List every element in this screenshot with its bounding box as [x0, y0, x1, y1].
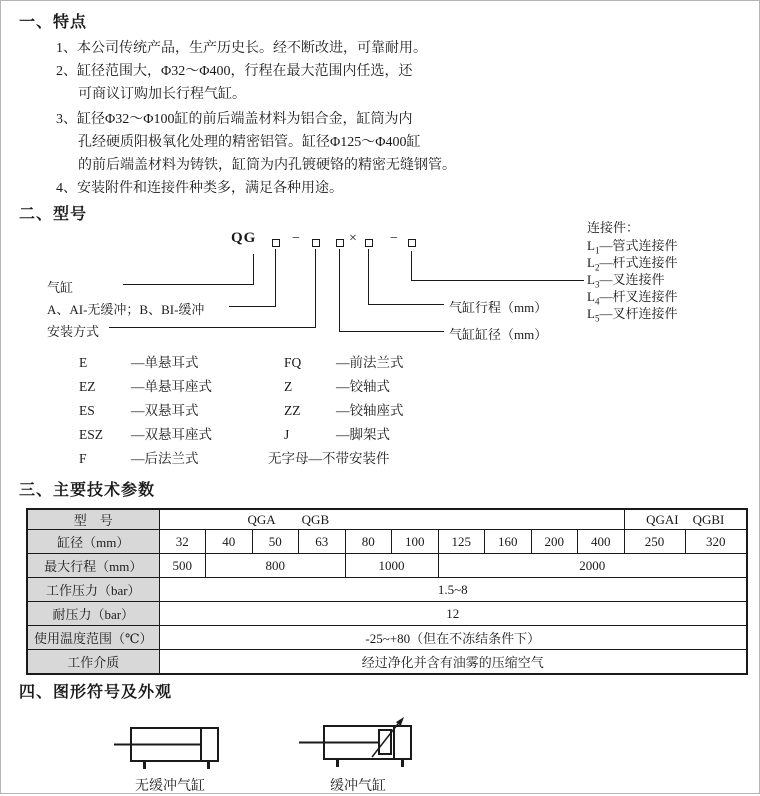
- connector-item: $L_3—$叉连接件: [587, 272, 665, 290]
- model-placeholder-box: [272, 239, 280, 247]
- model-placeholder-box: [336, 239, 344, 247]
- leader-line: [411, 251, 412, 281]
- table-row: [27, 602, 747, 626]
- model-placeholder-box: [312, 239, 320, 247]
- model-dash: −: [292, 231, 300, 246]
- model-placeholder-box: [408, 239, 416, 247]
- row-label: 工作介质: [27, 650, 159, 675]
- leader-line: [411, 280, 584, 281]
- label-cylinder: 气缸: [47, 280, 74, 295]
- mounting-option: ES —双悬耳式: [79, 403, 199, 418]
- table-row: [27, 509, 747, 530]
- connector-item: $L_2—$杆式连接件: [587, 255, 678, 273]
- medium-cell: 经过净化并含有油雾的压缩空气: [159, 650, 747, 675]
- table-row: [27, 650, 747, 675]
- symbol-caption: 无缓冲气缸: [135, 779, 205, 794]
- label-stroke: 气缸行程（mm）: [449, 300, 548, 315]
- feature-line: 孔经硬质阳极氧化处理的精密铝管。缸径Φ125～Φ400缸: [78, 135, 421, 150]
- connectors-title: 连接件：: [587, 220, 640, 235]
- row-label: 耐压力（bar）: [27, 602, 159, 626]
- feature-line: 4、安装附件和连接件种类多，满足各种用途。: [56, 181, 343, 196]
- pressure-cell: 1.5~8: [159, 578, 747, 602]
- row-label: 最大行程（mm）: [27, 554, 159, 578]
- stroke-cell: 800: [206, 554, 346, 578]
- leader-line: [229, 306, 276, 307]
- bore-cell: 40: [206, 530, 253, 554]
- mounting-option: ZZ —铰轴座式: [284, 403, 404, 418]
- temperature-cell: -25~+80（但在不冻结条件下）: [159, 626, 747, 650]
- stroke-cell: 1000: [345, 554, 438, 578]
- cylinder-symbol-cushion: [294, 703, 419, 775]
- stroke-cell: 2000: [438, 554, 747, 578]
- table-row: [27, 530, 747, 554]
- model-series-cell: QGA QGB: [159, 509, 624, 530]
- label-mounting: 安装方式: [47, 324, 100, 339]
- bore-cell: 63: [299, 530, 346, 554]
- bore-cell: 50: [252, 530, 299, 554]
- leader-line: [275, 249, 276, 307]
- leader-line: [339, 249, 340, 332]
- bore-cell: 400: [578, 530, 625, 554]
- bore-cell: 100: [392, 530, 439, 554]
- bore-cell: 32: [159, 530, 206, 554]
- connector-item: $L_1—$管式连接件: [587, 238, 678, 256]
- table-row: [27, 626, 747, 650]
- leader-line: [123, 284, 254, 285]
- table-row: [27, 578, 747, 602]
- section-3-heading: 三、主要技术参数: [19, 480, 156, 499]
- stroke-cell: 500: [159, 554, 206, 578]
- mounting-option: FQ —前法兰式: [284, 355, 404, 370]
- row-label: 缸径（mm）: [27, 530, 159, 554]
- cylinder-symbol-no-cushion: [111, 709, 231, 775]
- proof-pressure-cell: 12: [159, 602, 747, 626]
- model-prefix: QG: [231, 230, 257, 246]
- model-series-cell: QGAI QGBI: [624, 509, 747, 530]
- bore-cell: 80: [345, 530, 392, 554]
- model-dash: −: [390, 231, 398, 246]
- model-times-sign: ×: [349, 231, 357, 246]
- mounting-option: Z —铰轴式: [284, 379, 390, 394]
- section-2-heading: 二、型号: [19, 204, 88, 223]
- mounting-option: J —脚架式: [284, 427, 390, 442]
- bore-cell: 320: [685, 530, 747, 554]
- symbol-caption: 缓冲气缸: [330, 779, 386, 794]
- feature-line: 的前后端盖材料为铸铁，缸筒为内孔镀硬铬的精密无缝钢管。: [78, 158, 456, 173]
- row-label: 使用温度范围（℃）: [27, 626, 159, 650]
- mounting-option: F —后法兰式: [79, 451, 199, 466]
- section-4-heading: 四、图形符号及外观: [19, 682, 173, 701]
- leader-line: [315, 249, 316, 328]
- leader-line: [368, 304, 444, 305]
- mounting-option: 无字母—不带安装件: [268, 451, 390, 466]
- label-bore: 气缸缸径（mm）: [449, 327, 548, 342]
- parameters-table: [26, 508, 748, 675]
- mounting-option: ESZ —双悬耳座式: [79, 427, 212, 442]
- leader-line: [368, 249, 369, 305]
- leader-line: [109, 327, 316, 328]
- table-row: [27, 554, 747, 578]
- feature-line: 2、缸径范围大，Φ32～Φ400，行程在最大范围内任选，还: [56, 64, 413, 79]
- bore-cell: 125: [438, 530, 485, 554]
- feature-line: 1、本公司传统产品，生产历史长。经不断改进，可靠耐用。: [56, 41, 427, 56]
- row-label: 工作压力（bar）: [27, 578, 159, 602]
- bore-cell: 250: [624, 530, 685, 554]
- mounting-option: E —单悬耳式: [79, 355, 199, 370]
- mounting-option: EZ —单悬耳座式: [79, 379, 212, 394]
- bore-cell: 200: [531, 530, 578, 554]
- leader-line: [339, 331, 444, 332]
- row-label: 型 号: [27, 509, 159, 530]
- section-1-heading: 一、特点: [19, 12, 88, 31]
- leader-line: [253, 254, 254, 285]
- model-placeholder-box: [365, 239, 373, 247]
- bore-cell: 160: [485, 530, 532, 554]
- connector-item: $L_5—$叉杆连接件: [587, 306, 678, 324]
- feature-line: 可商议订购加长行程气缸。: [78, 87, 246, 102]
- feature-line: 3、缸径Φ32～Φ100缸的前后端盖材料为铝合金，缸筒为内: [56, 112, 413, 127]
- label-cushion-codes: A、AI-无缓冲；B、BI-缓冲: [47, 302, 205, 317]
- connector-item: $L_4—$杆叉连接件: [587, 289, 678, 307]
